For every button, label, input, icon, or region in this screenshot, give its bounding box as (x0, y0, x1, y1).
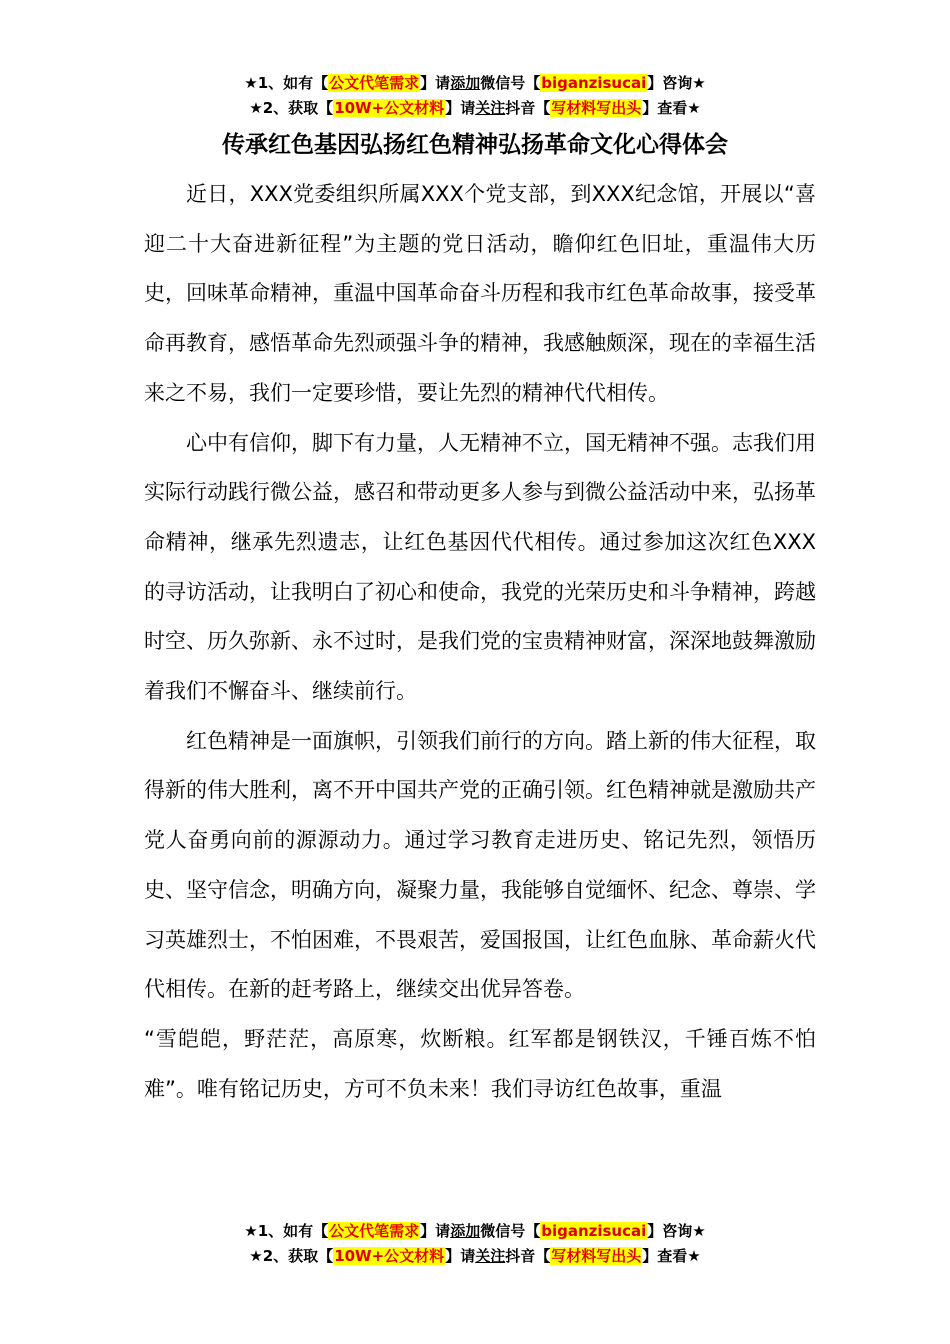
ad-text: 抖音【 (505, 1247, 551, 1265)
ad-highlight: biganzisucai (541, 74, 647, 92)
ad-emphasis: 添加 (450, 1222, 481, 1240)
document-body (144, 170, 816, 1114)
ad-text: 】查看★ (642, 99, 701, 117)
paragraph-3: 红色精神是一面旗帜，引领我们前行的方向。踏上新的伟大征程，取得新的伟大胜利，离不开中国共产党的正确引领。红色精神就是激励共产党人奋勇向前的源源动力。通过学习教育走进历史、铭记先烈，领悟历史、坚守信念，明确方向，凝聚力量，我能够自觉缅怀、纪念、尊崇、学习英雄烈士，不怕困难，不畏艰苦，爱国报国，让红色血脉、革命薪火代代相传。在新的赶考路上，继续交出优异答卷。 (144, 728, 816, 1002)
top-ad-banner (0, 71, 950, 121)
ad-highlight: 写材料写出头 (551, 1247, 642, 1265)
ad-text: ★1、如有【 (244, 1222, 329, 1240)
ad-line-2 (0, 96, 950, 121)
ad-highlight: 10W+公文材料 (334, 1247, 445, 1265)
ad-emphasis: 关注 (475, 1247, 506, 1265)
ad-text: 】请 (420, 74, 451, 92)
ad-line-1 (0, 71, 950, 96)
ad-emphasis: 关注 (475, 99, 506, 117)
ad-text: 】请 (445, 99, 476, 117)
paragraph-2: 心中有信仰，脚下有力量，人无精神不立，国无精神不强。志我们用实际行动践行微公益，感召和带动更多人参与到微公益活动中来，弘扬革命精神，继承先烈遗志，让红色基因代代相传。通过参加这次红色XXX的寻访活动，让我明白了初心和使命，我党的光荣历史和斗争精神，跨越时空、历久弥新、永不过时，是我们党的宝贵精神财富，深深地鼓舞激励着我们不懈奋斗、继续前行。 (144, 430, 816, 704)
ad-line-2 (0, 1244, 950, 1269)
ad-text: 】请 (445, 1247, 476, 1265)
document-title: 传承红色基因弘扬红色精神弘扬革命文化心得体会 (222, 132, 728, 158)
ad-text: 】咨询★ (647, 1222, 706, 1240)
ad-text: 】查看★ (642, 1247, 701, 1265)
bottom-ad-banner (0, 1219, 950, 1269)
ad-text: 抖音【 (505, 99, 551, 117)
ad-text: 】咨询★ (647, 74, 706, 92)
ad-text: 微信号【 (480, 74, 541, 92)
ad-text: 微信号【 (480, 1222, 541, 1240)
ad-highlight: 公文代笔需求 (329, 74, 420, 92)
ad-line-1 (0, 1219, 950, 1244)
ad-highlight: 10W+公文材料 (334, 99, 445, 117)
ad-text: ★2、获取【 (249, 99, 334, 117)
ad-text: ★1、如有【 (244, 74, 329, 92)
ad-text: ★2、获取【 (249, 1247, 334, 1265)
ad-highlight: biganzisucai (541, 1222, 647, 1240)
ad-highlight: 公文代笔需求 (329, 1222, 420, 1240)
paragraph-1: 近日，XXX党委组织所属XXX个党支部，到XXX纪念馆，开展以“喜迎二十大奋进新征程”为主题的党日活动，瞻仰红色旧址，重温伟大历史，回味革命精神，重温中国革命奋斗历程和我市红色革命故事，接受革命再教育，感悟革命先烈顽强斗争的精神，我感触颇深，现在的幸福生活来之不易，我们一定要珍惜，要让先烈的精神代代相传。 (144, 182, 816, 405)
ad-text: 】请 (420, 1222, 451, 1240)
ad-highlight: 写材料写出头 (551, 99, 642, 117)
paragraph-4: “雪皑皑，野茫茫，高原寒，炊断粮。红军都是钢铁汉，千锤百炼不怕难”。唯有铭记历史，方可不负未来！我们寻访红色故事，重温 (144, 1026, 816, 1101)
ad-emphasis: 添加 (450, 74, 481, 92)
